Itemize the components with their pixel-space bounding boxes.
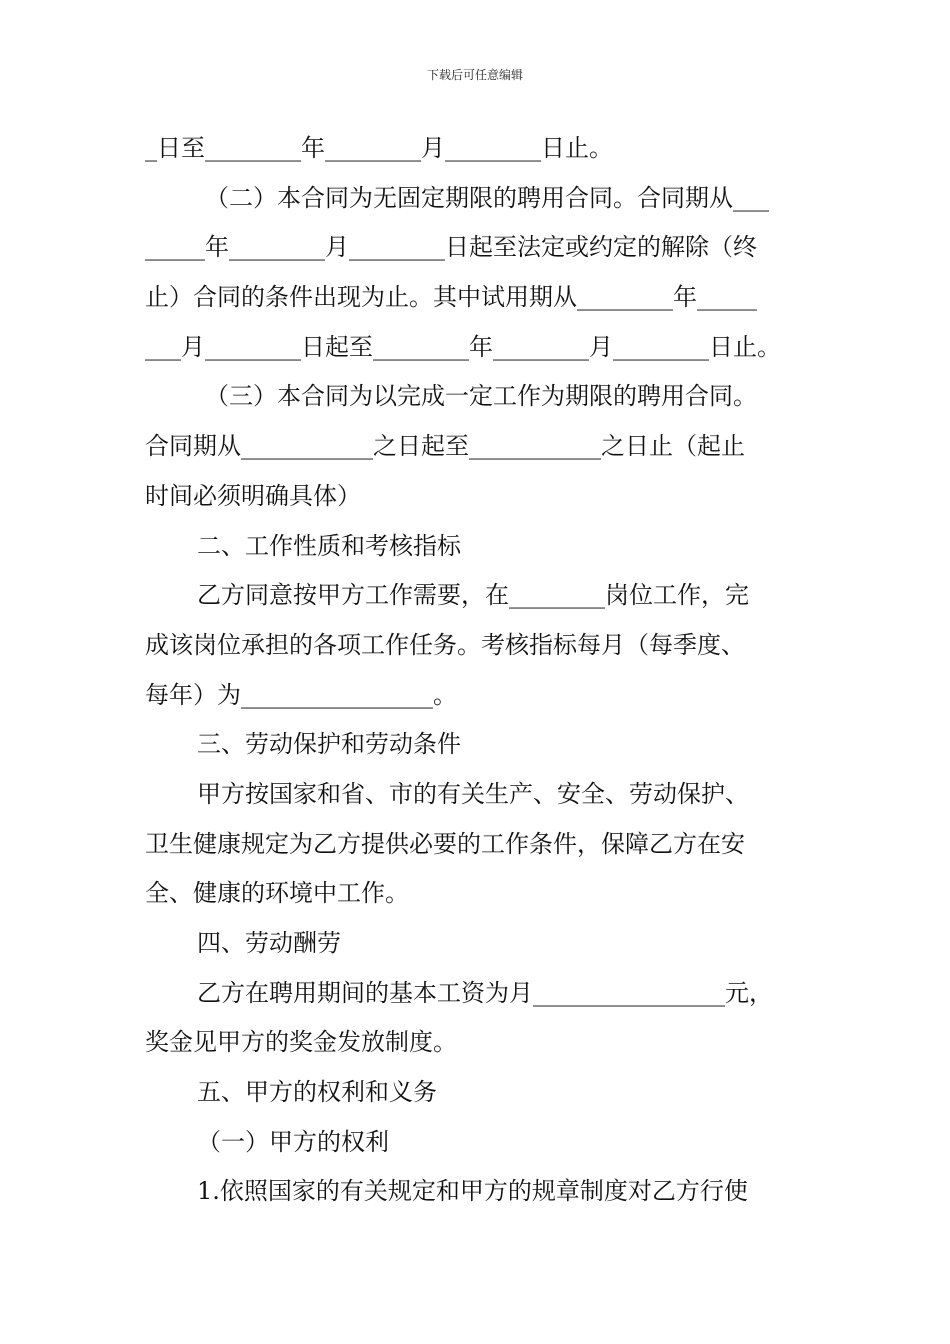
section-heading: 三、劳动保护和劳动条件 — [197, 730, 461, 759]
text-line: 时间必须明确具体） — [145, 481, 361, 510]
text-line: _____年________月________日起至法定或约定的解除（终 — [145, 233, 757, 262]
text-line: 每年）为________________。 — [145, 680, 457, 709]
text-line: 奖金见甲方的奖金发放制度。 — [145, 1028, 457, 1057]
section-heading: 四、劳动酬劳 — [197, 929, 341, 957]
text-line: _日至________年________月________日止。 — [145, 134, 613, 162]
section-heading: 五、甲方的权利和义务 — [197, 1078, 437, 1107]
text-line: 乙方同意按甲方工作需要，在________岗位工作，完 — [197, 581, 749, 610]
text-line: 乙方在聘用期间的基本工资为月________________元， — [197, 978, 773, 1007]
text-line: （二）本合同为无固定期限的聘用合同。合同期从___ — [205, 183, 769, 212]
text-line: 成该岗位承担的各项工作任务。考核指标每月（每季度、 — [145, 630, 745, 659]
text-line: 合同期从___________之日起至___________之日止（起止 — [145, 432, 745, 461]
text-line: 卫生健康规定为乙方提供必要的工作条件，保障乙方在安 — [145, 829, 745, 858]
text-line: 甲方按国家和省、市的有关生产、安全、劳动保护、 — [197, 779, 749, 808]
section-heading: 二、工作性质和考核指标 — [197, 531, 461, 560]
text-line: 全、健康的环境中工作。 — [145, 879, 409, 908]
text-line: 止）合同的条件出现为止。其中试用期从________年_____ — [145, 283, 757, 312]
text-line: （三）本合同为以完成一定工作为期限的聘用合同。 — [205, 382, 757, 411]
text-line: 1.依照国家的有关规定和甲方的规章制度对乙方行使 — [197, 1177, 748, 1206]
text-line: ___月________日起至________年________月________日止。 — [145, 332, 781, 361]
page-header-note: 下载后可任意编辑 — [426, 68, 523, 82]
contract-body — [145, 124, 807, 1217]
subsection-heading: （一）甲方的权利 — [197, 1127, 389, 1156]
